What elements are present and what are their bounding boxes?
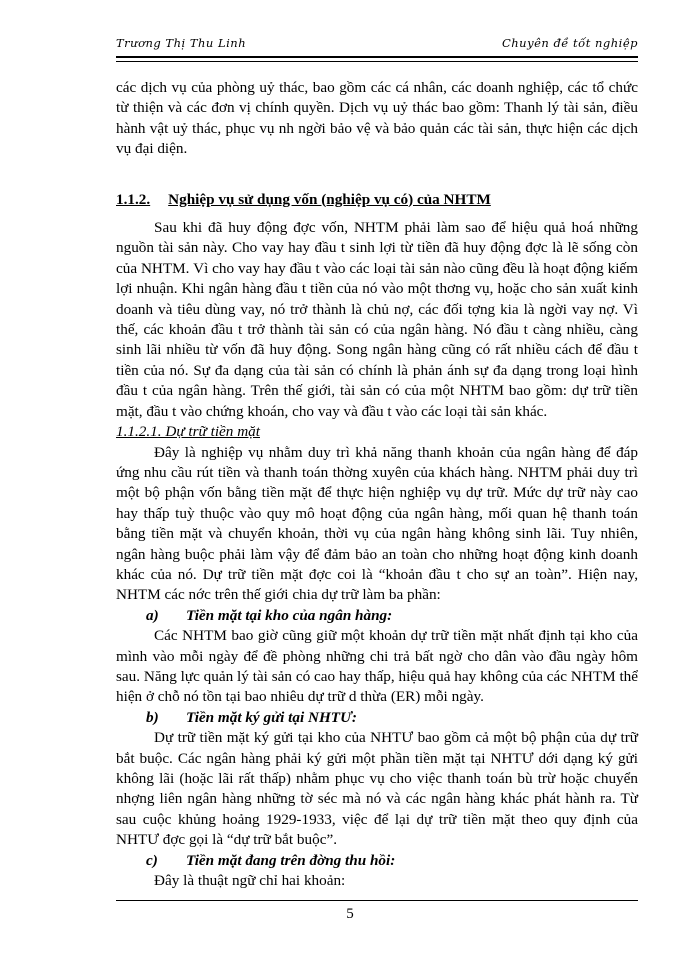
item-c-heading bbox=[116, 851, 638, 871]
section-number: 1.1.2. bbox=[116, 190, 151, 208]
item-c-title: Tiền mặt đang trên đờng thu hồi: bbox=[186, 851, 396, 869]
item-a-title: Tiền mặt tại kho của ngân hàng: bbox=[186, 606, 393, 624]
header-rule-thin bbox=[116, 61, 638, 62]
paragraph-central-bank-deposit: Dự trữ tiền mặt ký gửi tại kho của NHTƯ bao gồm cả một bộ phận của dự trữ bắt buộc. Các ngân hàng phải ký gửi một phần tiền mặt tại NHTƯ dới dạng ký gửi không lãi (hoặc lãi rất thấp) nhằm phục vụ cho việc thanh toán bù trừ hoặc chuyển nhợng liên ngân hàng những tờ séc mà nó và các ngân hàng khác phát hành ra. Từ sau cuộc khủng hoảng 1929-1933, việc để lại dự trữ tiền mặt theo quy định của NHTƯ đợc gọi là “dự trữ bắt buộc”. bbox=[116, 729, 638, 849]
item-b-heading bbox=[116, 708, 638, 728]
item-c-label: c) bbox=[146, 851, 158, 869]
page-header bbox=[116, 33, 638, 53]
header-title: Chuyên đề tốt nghiệp bbox=[501, 36, 638, 50]
paragraph-trust-services: các dịch vụ của phòng uỷ thác, bao gồm các cá nhân, các doanh nghiệp, các tổ chức từ thiện và các đơn vị chính quyền. Dịch vụ uỷ thác bao gồm: Thanh lý tài sản, điều hành vật uỷ thác, phục vụ nh ngời bảo vệ và bảo quản các tài sản, thực hiện các dịch vụ đại diện. bbox=[116, 79, 638, 158]
item-b-title: Tiền mặt ký gửi tại NHTƯ: bbox=[186, 708, 357, 726]
item-a-heading bbox=[116, 606, 638, 626]
item-b-label: b) bbox=[146, 708, 159, 726]
section-heading bbox=[116, 190, 638, 210]
header-author: Trương Thị Thu Linh bbox=[116, 36, 247, 50]
subsection-title: 1.1.2.1. Dự trữ tiền mặt bbox=[116, 423, 260, 441]
page-number: 5 bbox=[346, 906, 354, 922]
paragraph-asset-use: Sau khi đã huy động đợc vốn, NHTM phải làm sao để hiệu quả hoá những nguồn tài sản này. Cho vay hay đầu t sinh lợi từ tiền đã huy động đợc là lẽ sống còn của NHTM. Vì cho vay hay đầu t vào các loại tài sản nào cũng đều là hoạt động kiếm lợi nhuận. Khi ngân hàng đầu t tiền của nó vào một thơng vụ, hoặc cho sản xuất kinh doanh và tiêu dùng vay, nó trở thành là chủ nợ, các đối tợng kia là ngời vay nợ. Vì thế, các khoản đầu t trở thành tài sản có của ngân hàng. Nó đầu t càng nhiều, càng sinh lãi nhiều từ vốn đã huy động. Song ngân hàng cũng có rất nhiều cách để đầu t tiền của nó. Sự đa dạng của tài sản có chính là phản ánh sự đa dạng trong loại hình đầu t của ngân hàng. Trên thế giới, tài sản có của một NHTM bao gồm: dự trữ tiền mặt, đầu t vào chứng khoán, cho vay và đầu t vào các loại tài sản khác. bbox=[116, 219, 638, 420]
paragraph-collection-intro: Đây là thuật ngữ chỉ hai khoản: bbox=[154, 872, 346, 890]
item-a-label: a) bbox=[146, 606, 159, 624]
paragraph-cash-reserve: Đây là nghiệp vụ nhằm duy trì khả năng thanh khoản của ngân hàng để đáp ứng nhu cầu rút tiền và thanh toán thờng xuyên của khách hàng. NHTM phải duy trì một bộ phận vốn bằng tiền mặt để thực hiện nghiệp vụ dự trữ. Mức dự trữ này cao hay thấp tuỳ thuộc vào quy mô hoạt động của ngân hàng, mối quan hệ thanh toán bằng tiền mặt và chuyển khoản, thời vụ của ngân hàng không sinh lãi. Tuy nhiên, ngân hàng buộc phải làm vậy để đảm bảo an toàn cho những hoạt động kinh doanh khác của nó. Dự trữ tiền mặt đợc coi là “khoản đầu t cho sự an toàn”. Hiện nay, NHTM các nớc trên thế giới chia dự trữ làm ba phần: bbox=[116, 443, 638, 604]
paragraph-vault-cash: Các NHTM bao giờ cũng giữ một khoản dự trữ tiền mặt nhất định tại kho của mình vào mỗi ngày để đề phòng những chi trả bất ngờ cho dân vào đầu ngày hôm sau. Năng lực quản lý tài sản có cao hay thấp, hiệu quả hay không của các NHTM thể hiện ở chỗ nó tồn tại bao nhiêu dự trữ d thừa (ER) mỗi ngày. bbox=[116, 627, 638, 706]
section-title: Nghiệp vụ sử dụng vốn (nghiệp vụ có) của NHTM bbox=[168, 190, 491, 208]
subsection-heading bbox=[116, 422, 638, 442]
footer-rule bbox=[116, 900, 638, 901]
header-rule-thick bbox=[116, 56, 638, 58]
document-body bbox=[116, 78, 638, 891]
